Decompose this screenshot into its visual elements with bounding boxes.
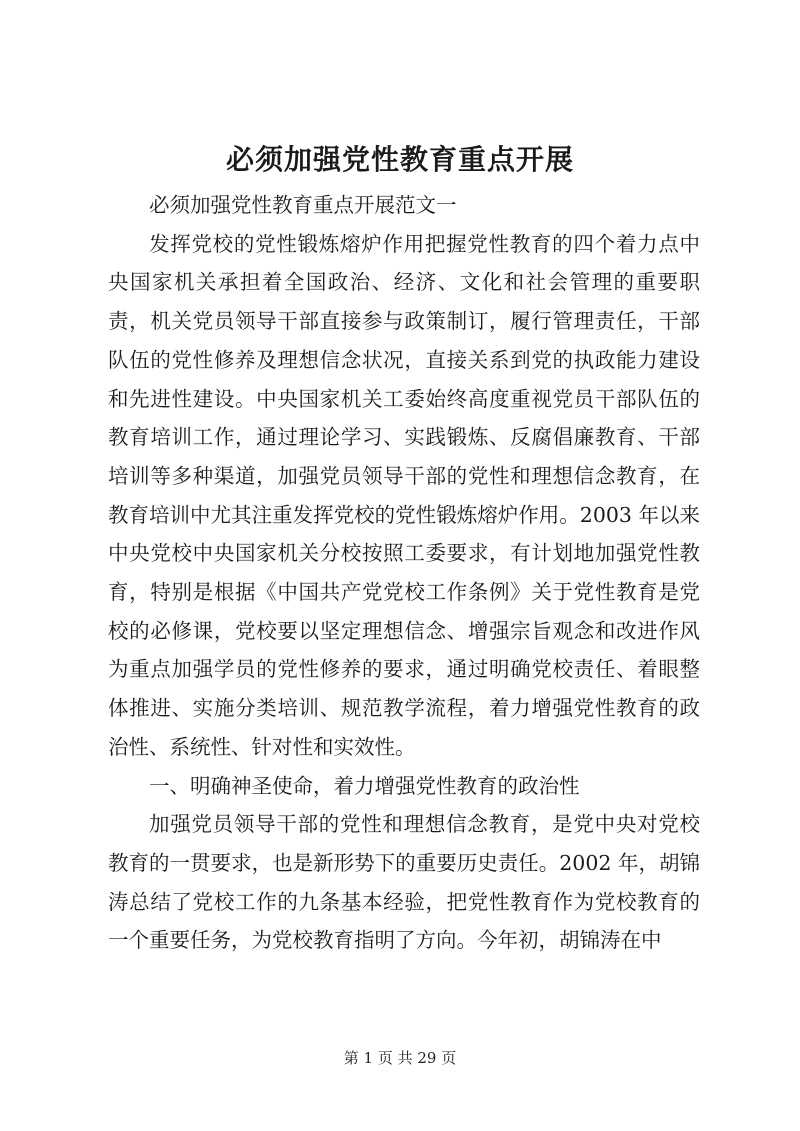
subtitle-paragraph: 必须加强党性教育重点开展范文一 bbox=[149, 193, 457, 217]
body-paragraph: 加强党员领导干部的党性和理想信念教育，是党中央对党校教育的一贯要求，也是新形势下的重要历史责任。2002 年，胡锦涛总结了党校工作的九条基本经验，把党性教育作为党校教育的一个重要任务，为党校教育指明了方向。今年初，胡锦涛在中 bbox=[108, 812, 700, 953]
page-title: 必须加强党性教育重点开展 bbox=[225, 143, 574, 176]
document-body bbox=[108, 186, 700, 960]
page-footer: 第 1 页 共 29 页 bbox=[343, 1049, 457, 1067]
section-heading: 一、明确神圣使命，着力增强党性教育的政治性 bbox=[149, 773, 580, 798]
body-paragraph: 发挥党校的党性锻炼熔炉作用把握党性教育的四个着力点中央国家机关承担着全国政治、经济、文化和社会管理的重要职责，机关党员领导干部直接参与政策制订，履行管理责任，干部队伍的党性修养及理想信念状况，直接关系到党的执政能力建设和先进性建设。中央国家机关工委始终高度重视党员干部队伍的教育培训工作，通过理论学习、实践锻炼、反腐倡廉教育、干部培训等多种渠道，加强党员领导干部的党性和理想信念教育，在教育培训中尤其注重发挥党校的党性锻炼熔炉作用。2003 年以来中央党校中央国家机关分校按照工委要求，有计划地加强党性教育，特别是根据《中国共产党党校工作条例》关于党性教育是党校的必修课，党校要以坚定理想信念、增强宗旨观念和改进作风为重点加强学员的党性修养的要求，通过明确党校责任、着眼整体推进、实施分类培训、规范教学流程，着力增强党性教育的政治性、系统性、针对性和实效性。 bbox=[108, 231, 700, 759]
